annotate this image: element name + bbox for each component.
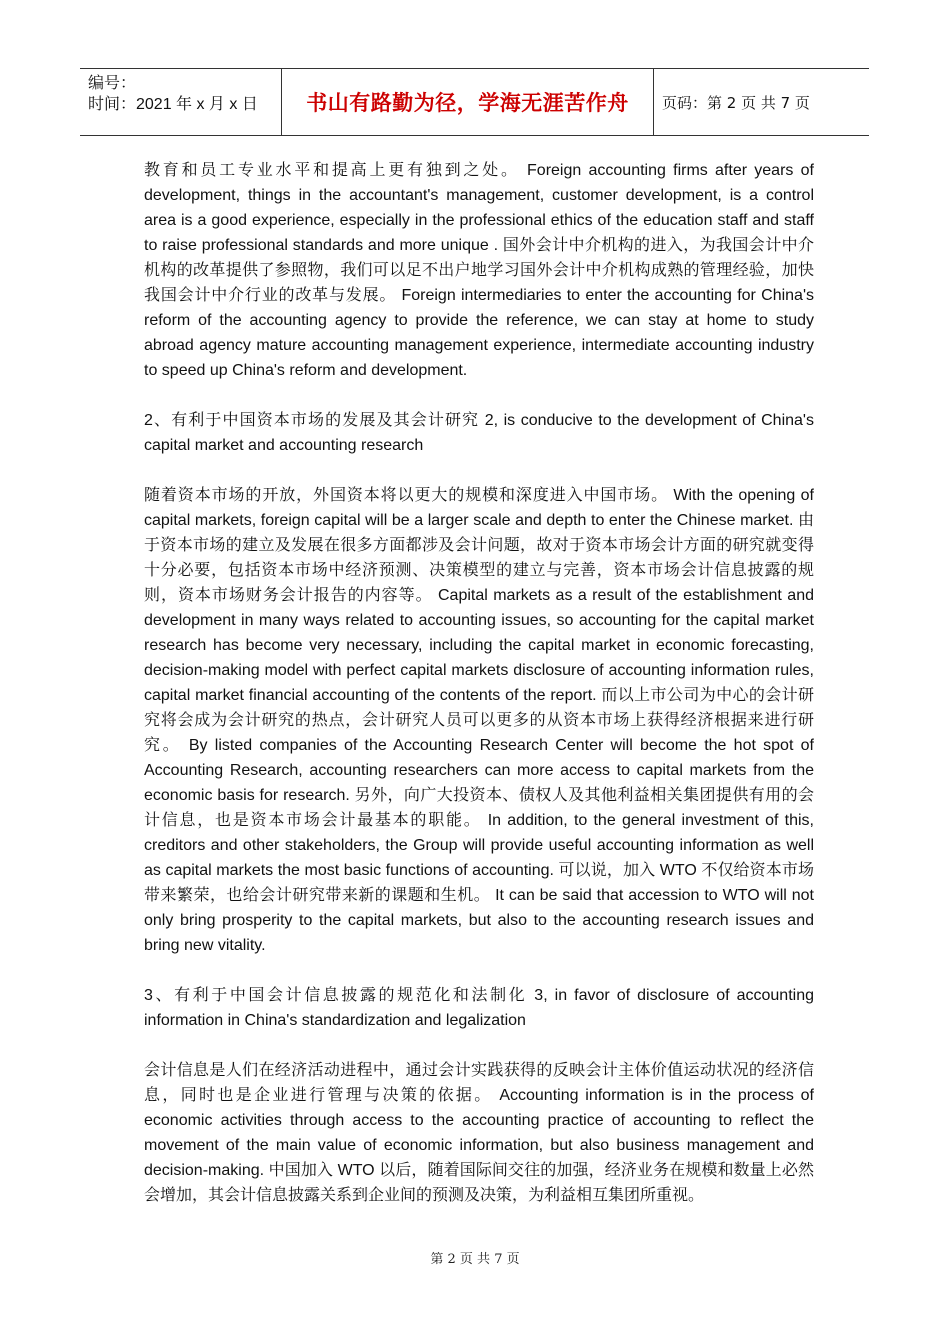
document-body — [144, 158, 814, 1233]
body-paragraph: 随着资本市场的开放，外国资本将以更大的规模和深度进入中国市场。 With the opening of capital markets, foreign capital will be a larger scale and depth to enter the Chinese market. 由于资本市场的建立及发展在很多方面都涉及会计问题，故对于资本市场会计方面的研究就变得十分必要，包括资本市场中经济预测、决策模型的建立与完善，资本市场会计信息披露的规则，资本市场财务会计报告的内容等。 Capital markets as a result of the establishment and development in many ways related to accounting issues, so accounting for the capital market research has become very necessary, including the capital market in economic forecasting, decision-making model with perfect capital markets disclosure of accounting information rules, capital market financial accounting of the contents of the report. 而以上市公司为中心的会计研究将会成为会计研究的热点，会计研究人员可以更多的从资本市场上获得经济根据来进行研究。 By listed companies of the Accounting Research Center will become the hot spot of Accounting Research, accounting researchers can more access to capital markets from the economic basis for research. 另外，向广大投资本、债权人及其他利益相关集团提供有用的会计信息，也是资本市场会计最基本的职能。 In addition, to the general investment of this, creditors and other stakeholders, the Group will provide useful accounting information as well as capital markets the most basic functions of accounting. 可以说，加入 WTO 不仅给资本市场带来繁荣，也给会计研究带来新的课题和生机。 It can be said that accession to WTO will not only bring prosperity to the capital markets, but also to the accounting research issues and bring new vitality. — [144, 487, 814, 954]
header-page-cell — [654, 69, 869, 135]
header-motto-cell — [282, 69, 654, 135]
body-paragraph: 教育和员工专业水平和提高上更有独到之处。 Foreign accounting firms after years of development, things in the accountant's management, customer development, is a control area is a good experience, especially in the professional ethics of the education staff and staff to raise professional standards and more unique . 国外会计中介机构的进入，为我国会计中介机构的改革提供了参照物，我们可以足不出户地学习国外会计中介机构成熟的管理经验，加快我国会计中介行业的改革与发展。 Foreign intermediaries to enter the accounting for China's reform of the accounting agency to provide the reference, we can stay at home to study abroad agency mature accounting management experience, intermediate accounting industry to speed up China's reform and development. — [144, 162, 814, 379]
section-heading: 3、有利于中国会计信息披露的规范化和法制化 3, in favor of disclosure of accounting information in China's standardization and legalization — [144, 987, 814, 1029]
header-meta — [80, 69, 282, 135]
document-number-label: 编号： — [88, 75, 137, 92]
header-motto: 书山有路勤为径，学海无涯苦作舟 — [306, 91, 629, 115]
document-date-label: 时间：2021 年 x 月 x 日 — [88, 96, 258, 113]
body-paragraph: 会计信息是人们在经济活动进程中，通过会计实践获得的反映会计主体价值运动状况的经济信息，同时也是企业进行管理与决策的依据。 Accounting information is in the process of economic activities through access to the accounting practice of accounting to reflect the movement of the main value of economic information, but also business management and decision-making. 中国加入 WTO 以后，随着国际间交往的加强，经济业务在规模和数量上必然会增加，其会计信息披露关系到企业间的预测及决策，为利益相互集团所重视。 — [144, 1062, 814, 1204]
section-heading: 2、有利于中国资本市场的发展及其会计研究 2, is conducive to the development of China's capital market and accounting research — [144, 412, 814, 454]
header-page-number: 页码：第 2 页 共 7 页 — [662, 93, 810, 112]
footer-page-number: 第 2 页 共 7 页 — [430, 1252, 520, 1267]
page-header — [80, 68, 869, 136]
page-footer — [0, 1248, 950, 1267]
